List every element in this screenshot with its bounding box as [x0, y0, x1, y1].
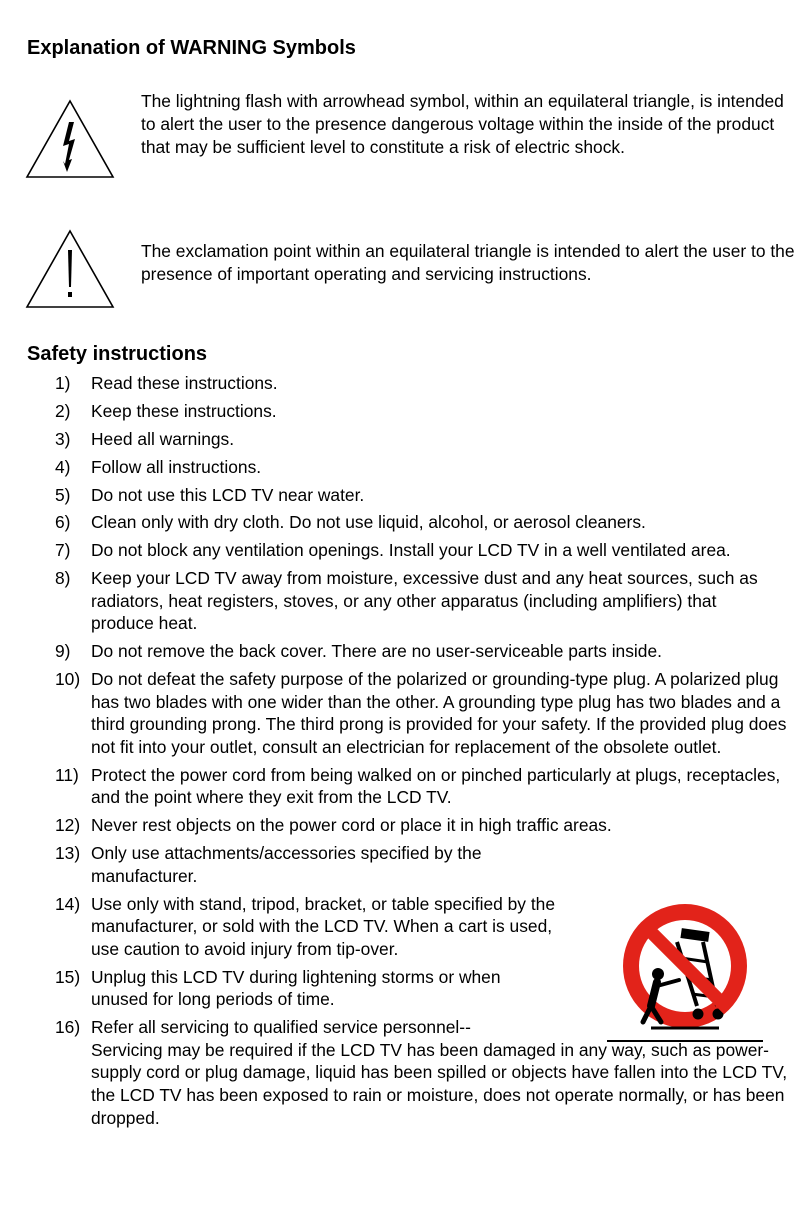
safety-item	[0, 842, 808, 887]
item-text: Only use attachments/accessories specified by the manufacturer.	[91, 843, 482, 886]
safety-item	[0, 372, 808, 395]
safety-item	[0, 400, 808, 423]
safety-item	[0, 428, 808, 451]
safety-item	[0, 511, 808, 534]
item-text: Use only with stand, tripod, bracket, or table specified by the manufacturer, or sold with the LCD TV. When a cart is used, use caution to avoid injury from tip-over.	[91, 893, 555, 959]
warning-symbols-heading: Explanation of WARNING Symbols	[27, 37, 356, 59]
item-number: 3)	[55, 428, 71, 449]
item-text: Never rest objects on the power cord or place it in high traffic areas.	[91, 815, 612, 836]
item-number: 16)	[55, 1017, 81, 1038]
exclamation-symbol-text: The exclamation point within an equilateral triangle is intended to alert the user to the presence of important operating and servicing instructions.	[141, 241, 795, 284]
item-number: 12)	[55, 815, 81, 836]
item-number: 6)	[55, 512, 71, 533]
item-number: 15)	[55, 966, 81, 987]
cart-tip-over-warning-icon	[607, 902, 763, 1055]
item-number: 11)	[55, 764, 79, 785]
item-text: Heed all warnings.	[91, 428, 235, 449]
item-text: Do not defeat the safety purpose of the polarized or grounding-type plug. A polarized plug has two blades with one wider than the other. A grounding type plug has two blades and a third grounding prong. The third prong is provided for your safety. If the provided plug does not fit into your outlet, consult an electrician for replacement of the obsolete outlet.	[91, 669, 787, 757]
item-number: 5)	[55, 484, 71, 505]
item-text: Follow all instructions.	[91, 456, 262, 477]
item-number: 14)	[55, 893, 81, 914]
item-text: Protect the power cord from being walked on or pinched particularly at plugs, receptacles, and the point where they exit from the LCD TV.	[91, 764, 781, 808]
item-text: Keep your LCD TV away from moisture, excessive dust and any heat sources, such as radiators, heat registers, stoves, or any other apparatus (including amplifiers) that produce heat.	[91, 568, 758, 634]
safety-item	[0, 640, 808, 663]
item-number: 4)	[55, 456, 71, 477]
lightning-triangle-icon	[24, 98, 116, 185]
item-number: 9)	[55, 641, 71, 662]
exclamation-triangle-icon	[24, 228, 116, 315]
safety-item	[0, 567, 808, 635]
safety-item	[0, 484, 808, 507]
item-number: 1)	[55, 373, 71, 393]
item-text-line: Refer all servicing to qualified service personnel--	[91, 1017, 471, 1038]
item-text-line: Servicing may be required if the LCD TV has been damaged in any way, such as power-supply cord or plug damage, liquid has been spilled or objects have fallen into the LCD TV, the LCD TV has been exposed to rain or moisture, does not operate normally, or has been dropped.	[91, 1039, 788, 1128]
item-number: 2)	[55, 400, 71, 421]
item-number: 8)	[55, 568, 71, 589]
item-text: Clean only with dry cloth. Do not use liquid, alcohol, or aerosol cleaners.	[91, 512, 646, 533]
safety-item	[0, 814, 808, 837]
safety-item	[0, 764, 808, 809]
item-text: Read these instructions.	[91, 373, 278, 393]
item-number: 7)	[55, 540, 71, 561]
item-text: Keep these instructions.	[91, 400, 277, 421]
item-number: 13)	[55, 843, 81, 864]
item-text: Do not use this LCD TV near water.	[91, 484, 365, 505]
safety-item	[0, 539, 808, 562]
safety-item	[0, 456, 808, 479]
item-number: 10)	[55, 669, 81, 690]
lightning-symbol-text: The lightning flash with arrowhead symbol, within an equilateral triangle, is intended to alert the user to the presence dangerous voltage within the inside of the product that may be sufficient level to constitute a risk of electric shock.	[141, 91, 784, 157]
item-text: Do not block any ventilation openings. Install your LCD TV in a well ventilated area.	[91, 540, 731, 561]
safety-instructions-heading: Safety instructions	[27, 343, 208, 365]
item-text: Do not remove the back cover. There are no user-serviceable parts inside.	[91, 641, 662, 662]
item-text: Unplug this LCD TV during lightening storms or when unused for long periods of time.	[91, 966, 501, 1010]
safety-item	[0, 668, 808, 758]
